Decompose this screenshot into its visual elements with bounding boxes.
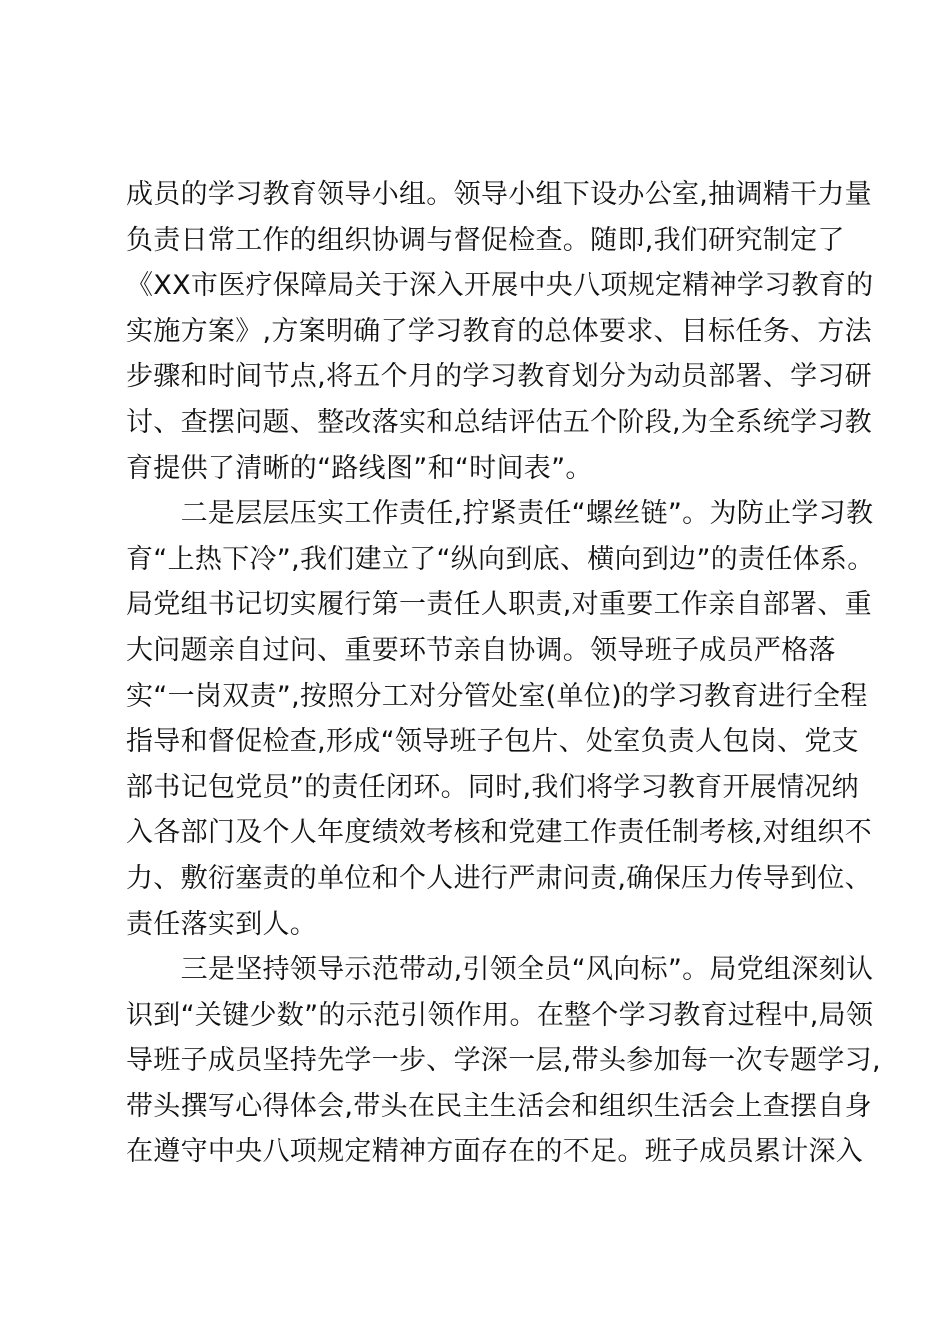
text-line: 在遵守中央八项规定精神方面存在的不足。班子成员累计深入 xyxy=(126,1136,864,1168)
text-line: 大问题亲自过问、重要环节亲自协调。领导班子成员严格落 xyxy=(126,634,836,666)
paragraph-start-line: 二是层层压实工作责任,拧紧责任“螺丝链”。为防止学习教 xyxy=(126,498,874,530)
text-line: 《XX市医疗保障局关于深入开展中央八项规定精神学习教育的 xyxy=(126,270,874,302)
text-line: 指导和督促检查,形成“领导班子包片、处室负责人包岗、党支 xyxy=(126,726,859,758)
text-line: 成员的学习教育领导小组。领导小组下设办公室,抽调精干力量 xyxy=(126,179,872,210)
text-line: 识到“关键少数”的示范引领作用。在整个学习教育过程中,局领 xyxy=(126,999,874,1031)
text-line: 局党组书记切实履行第一责任人职责,对重要工作亲自部署、重 xyxy=(126,589,872,621)
text-line: 实施方案》,方案明确了学习教育的总体要求、目标任务、方法 xyxy=(126,315,872,347)
text-line: 导班子成员坚持先学一步、学深一层,带头参加每一次专题学习, xyxy=(126,1045,881,1077)
paragraph-start-line: 三是坚持领导示范带动,引领全员“风向标”。局党组深刻认 xyxy=(126,954,874,986)
text-line: 责任落实到人。 xyxy=(126,908,318,940)
text-line: 育“上热下冷”,我们建立了“纵向到底、横向到边”的责任体系。 xyxy=(126,543,875,575)
text-line: 力、敷衍塞责的单位和个人进行严肃问责,确保压力传导到位、 xyxy=(126,862,872,894)
text-line: 入各部门及个人年度绩效考核和党建工作责任制考核,对组织不 xyxy=(126,817,872,849)
text-line: 育提供了清晰的“路线图”和“时间表”。 xyxy=(126,452,593,484)
body-text xyxy=(126,172,881,1175)
text-line: 带头撰写心得体会,带头在民主生活会和组织生活会上查摆自身 xyxy=(126,1090,872,1122)
text-line: 部书记包党员”的责任闭环。同时,我们将学习教育开展情况纳 xyxy=(126,771,859,803)
text-line: 负责日常工作的组织协调与督促检查。随即,我们研究制定了 xyxy=(126,224,845,256)
text-line: 实“一岗双责”,按照分工对分管处室(单位)的学习教育进行全程 xyxy=(126,680,868,712)
text-line: 讨、查摆问题、整改落实和总结评估五个阶段,为全系统学习教 xyxy=(126,406,872,438)
text-line: 步骤和时间节点,将五个月的学习教育划分为动员部署、学习研 xyxy=(126,361,872,393)
